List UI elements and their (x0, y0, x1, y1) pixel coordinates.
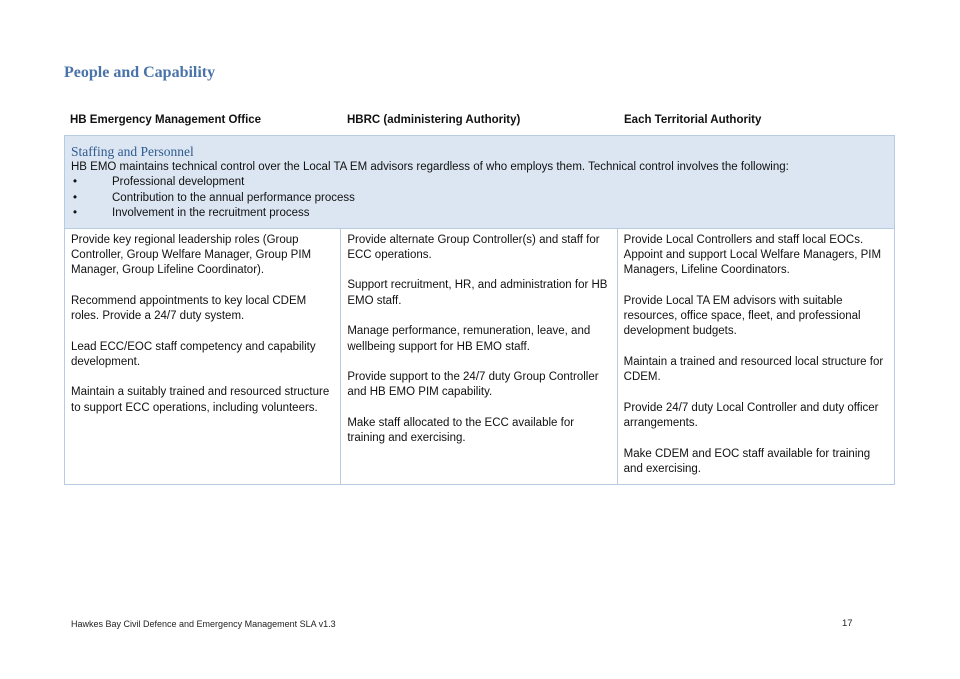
list-item: • Contribution to the annual performance process (71, 191, 888, 207)
staffing-bullet-list (71, 175, 888, 222)
footer-text: Hawkes Bay Civil Defence and Emergency Management SLA v1.3 (71, 619, 336, 629)
column-header-ta: Each Territorial Authority (624, 114, 762, 126)
cell-hbrc (341, 229, 617, 484)
cell-paragraph: Lead ECC/EOC staff competency and capability development. (71, 340, 316, 368)
staffing-intro: HB EMO maintains technical control over the Local TA EM advisors regardless of who employs them. Technical control involves the following: (71, 161, 789, 173)
page-number: 17 (842, 618, 853, 629)
bullet-icon: • (73, 176, 78, 188)
cell-paragraph: Provide alternate Group Controller(s) and staff for ECC operations. (347, 233, 600, 261)
responsibilities-row (65, 229, 894, 484)
cell-paragraph: Manage performance, remuneration, leave, and wellbeing support for HB EMO staff. (347, 325, 591, 353)
column-header-hbrc: HBRC (administering Authority) (347, 114, 521, 126)
list-item: • Professional development (71, 175, 888, 191)
staffing-row (65, 136, 894, 229)
cell-paragraph: Make staff allocated to the ECC available for training and exercising. (347, 417, 575, 445)
cell-paragraph: Provide key regional leadership roles (Group Controller, Group Welfare Manager, Group PIM Manager, Group Lifeline Coordinator). (71, 233, 312, 277)
cell-emo (65, 229, 341, 484)
cell-paragraph: Recommend appointments to key local CDEM roles. Provide a 24/7 duty system. (71, 294, 307, 322)
staffing-heading: Staffing and Personnel (71, 144, 194, 159)
cell-paragraph: Provide 24/7 duty Local Controller and duty officer arrangements. (623, 401, 879, 430)
cell-paragraph: Maintain a suitably trained and resourced structure to support ECC operations, including volunteers. (71, 386, 330, 414)
cell-ta (618, 229, 894, 484)
section-title: People and Capability (64, 64, 216, 81)
column-header-emo: HB Emergency Management Office (70, 114, 262, 126)
list-item: • Involvement in the recruitment process (71, 206, 888, 222)
cell-paragraph: Maintain a trained and resourced local structure for CDEM. (623, 355, 884, 384)
cell-paragraph: Make CDEM and EOC staff available for training and exercising. (623, 447, 871, 475)
bullet-icon: • (73, 191, 78, 204)
cell-paragraph: Provide Local Controllers and staff local EOCs. Appoint and support Local Welfare Managers, PIM Managers, Lifeline Coordinators. (623, 233, 882, 277)
cell-paragraph: Provide Local TA EM advisors with suitable resources, office space, fleet, and professional development budgets. (623, 294, 861, 338)
cell-paragraph: Provide support to the 24/7 duty Group Controller and HB EMO PIM capability. (347, 371, 599, 399)
responsibilities-table (64, 135, 895, 485)
cell-paragraph: Support recruitment, HR, and administration for HB EMO staff. (347, 279, 608, 307)
bullet-icon: • (73, 207, 78, 219)
